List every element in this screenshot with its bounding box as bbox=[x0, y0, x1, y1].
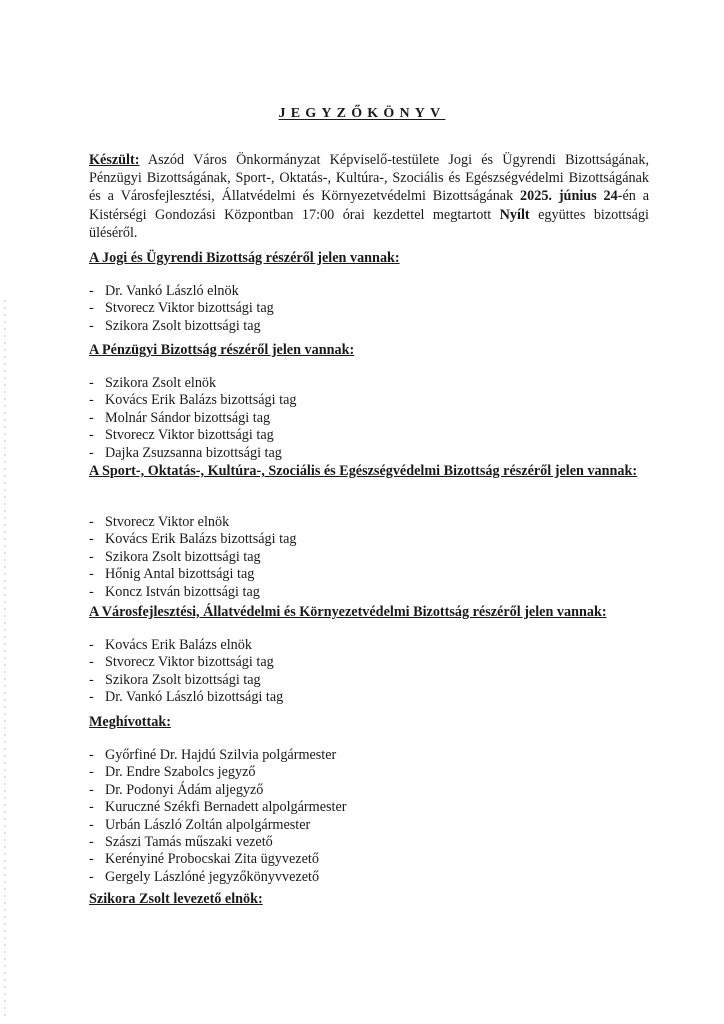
list-item bbox=[89, 637, 283, 654]
member-text: Gergely Lászlóné jegyzőkönyvvezető bbox=[105, 868, 320, 885]
bullet-dash: - bbox=[89, 548, 94, 565]
list-item bbox=[89, 410, 296, 427]
list-item bbox=[89, 445, 296, 462]
member-text: Győrfiné Dr. Hajdú Szilvia polgármester bbox=[105, 747, 337, 763]
member-text: Kovács Erik Balázs elnök bbox=[105, 637, 252, 653]
member-text: Stvorecz Viktor bizottsági tag bbox=[105, 300, 274, 317]
list-item bbox=[89, 799, 346, 816]
member-text: Stvorecz Viktor bizottsági tag bbox=[105, 427, 274, 444]
bullet-dash: - bbox=[89, 816, 94, 833]
bullet-dash: - bbox=[89, 764, 94, 781]
member-text: Dajka Zsuzsanna bizottsági tag bbox=[105, 444, 282, 461]
member-list-finance bbox=[89, 375, 296, 462]
list-item bbox=[89, 747, 346, 764]
member-text: Kerényiné Probocskai Zita ügyvezető bbox=[105, 851, 319, 868]
list-item bbox=[89, 375, 296, 392]
member-list-legal bbox=[89, 283, 274, 335]
member-text: Urbán László Zoltán alpolgármester bbox=[105, 816, 311, 833]
intro-open-session: Nyílt bbox=[499, 206, 530, 223]
list-item bbox=[89, 300, 274, 317]
list-item bbox=[89, 782, 346, 799]
intro-text-3: együttes bizottsági üléséről. bbox=[89, 206, 649, 241]
section-heading-finance: A Pénzügyi Bizottság részéről jelen vannak: bbox=[89, 342, 355, 358]
member-text: Szikora Zsolt elnök bbox=[105, 375, 217, 391]
list-item bbox=[89, 654, 283, 671]
list-item bbox=[89, 318, 274, 335]
document-title: JEGYZŐKÖNYV bbox=[278, 106, 446, 121]
scan-edge-artifact bbox=[4, 300, 6, 1020]
bullet-dash: - bbox=[89, 317, 94, 334]
list-item bbox=[89, 531, 296, 548]
list-item bbox=[89, 834, 346, 851]
bullet-dash: - bbox=[89, 654, 94, 671]
bullet-dash: - bbox=[89, 566, 94, 583]
member-text: Molnár Sándor bizottsági tag bbox=[105, 409, 271, 426]
intro-label: Készült: bbox=[89, 152, 140, 168]
bullet-dash: - bbox=[89, 689, 94, 706]
list-item bbox=[89, 851, 346, 868]
bullet-dash: - bbox=[89, 444, 94, 461]
list-item bbox=[89, 514, 296, 531]
member-text: Dr. Podonyi Ádám aljegyző bbox=[105, 781, 264, 798]
member-text: Stvorecz Viktor elnök bbox=[105, 514, 230, 530]
list-item bbox=[89, 566, 296, 583]
bullet-dash: - bbox=[89, 283, 94, 299]
list-item bbox=[89, 427, 296, 444]
list-item bbox=[89, 689, 283, 706]
member-text: Kovács Erik Balázs bizottsági tag bbox=[105, 531, 297, 548]
intro-text-2: -én a Kistérségi Gondozási Központban 17:00 órai kezdettel megtartott bbox=[89, 188, 650, 223]
section-heading-sport-education: A Sport-, Oktatás-, Kultúra-, Szociális és Egészségvédelmi Bizottság részéről jelen vannak: bbox=[89, 463, 638, 479]
bullet-dash: - bbox=[89, 851, 94, 868]
chair-heading: Szikora Zsolt levezető elnök: bbox=[89, 891, 263, 907]
intro-text-1: Aszód Város Önkormányzat Képviselő-testülete Jogi és Ügyrendi Bizottságának, Pénzügyi Bizottságának, Sport-, Oktatás-, Kultúra-, Szociális és Egészségvédelmi Bizottságának és a Városfejlesztési, Állatvédelmi és Környezetvédelmi Bizottságának bbox=[89, 152, 649, 205]
member-text: Szikora Zsolt bizottsági tag bbox=[105, 671, 261, 688]
list-item bbox=[89, 817, 346, 834]
member-text: Hőnig Antal bizottsági tag bbox=[105, 566, 255, 583]
member-list-sport-education bbox=[89, 514, 296, 601]
member-list-urban-development bbox=[89, 637, 283, 707]
bullet-dash: - bbox=[89, 834, 94, 851]
bullet-dash: - bbox=[89, 637, 94, 653]
section-heading-invitees: Meghívottak: bbox=[89, 714, 171, 730]
bullet-dash: - bbox=[89, 375, 94, 391]
bullet-dash: - bbox=[89, 868, 94, 885]
member-text: Szikora Zsolt bizottsági tag bbox=[105, 317, 261, 334]
bullet-dash: - bbox=[89, 409, 94, 426]
bullet-dash: - bbox=[89, 300, 94, 317]
intro-date: 2025. június 24 bbox=[520, 188, 618, 205]
bullet-dash: - bbox=[89, 392, 94, 409]
member-text: Dr. Vankó László elnök bbox=[105, 283, 239, 299]
member-text: Stvorecz Viktor bizottsági tag bbox=[105, 654, 274, 671]
member-text: Koncz István bizottsági tag bbox=[105, 583, 260, 600]
bullet-dash: - bbox=[89, 427, 94, 444]
bullet-dash: - bbox=[89, 671, 94, 688]
section-heading-urban-development: A Városfejlesztési, Állatvédelmi és Környezetvédelmi Bizottság részéről jelen vannak: bbox=[89, 604, 607, 620]
member-text: Dr. Endre Szabolcs jegyző bbox=[105, 764, 256, 781]
list-item bbox=[89, 392, 296, 409]
list-item bbox=[89, 869, 346, 886]
list-item bbox=[89, 764, 346, 781]
member-text: Szikora Zsolt bizottsági tag bbox=[105, 548, 261, 565]
member-text: Kuruczné Székfi Bernadett alpolgármester bbox=[105, 799, 347, 816]
member-text: Kovács Erik Balázs bizottsági tag bbox=[105, 392, 297, 409]
list-item bbox=[89, 584, 296, 601]
bullet-dash: - bbox=[89, 799, 94, 816]
intro-paragraph bbox=[89, 151, 649, 242]
bullet-dash: - bbox=[89, 531, 94, 548]
bullet-dash: - bbox=[89, 514, 94, 530]
bullet-dash: - bbox=[89, 781, 94, 798]
bullet-dash: - bbox=[89, 583, 94, 600]
list-item bbox=[89, 283, 274, 300]
member-list-invitees bbox=[89, 747, 346, 886]
list-item bbox=[89, 549, 296, 566]
section-heading-legal: A Jogi és Ügyrendi Bizottság részéről jelen vannak: bbox=[89, 250, 400, 266]
member-text: Dr. Vankó László bizottsági tag bbox=[105, 689, 284, 706]
list-item bbox=[89, 672, 283, 689]
member-text: Szászi Tamás műszaki vezető bbox=[105, 834, 273, 851]
bullet-dash: - bbox=[89, 747, 94, 763]
